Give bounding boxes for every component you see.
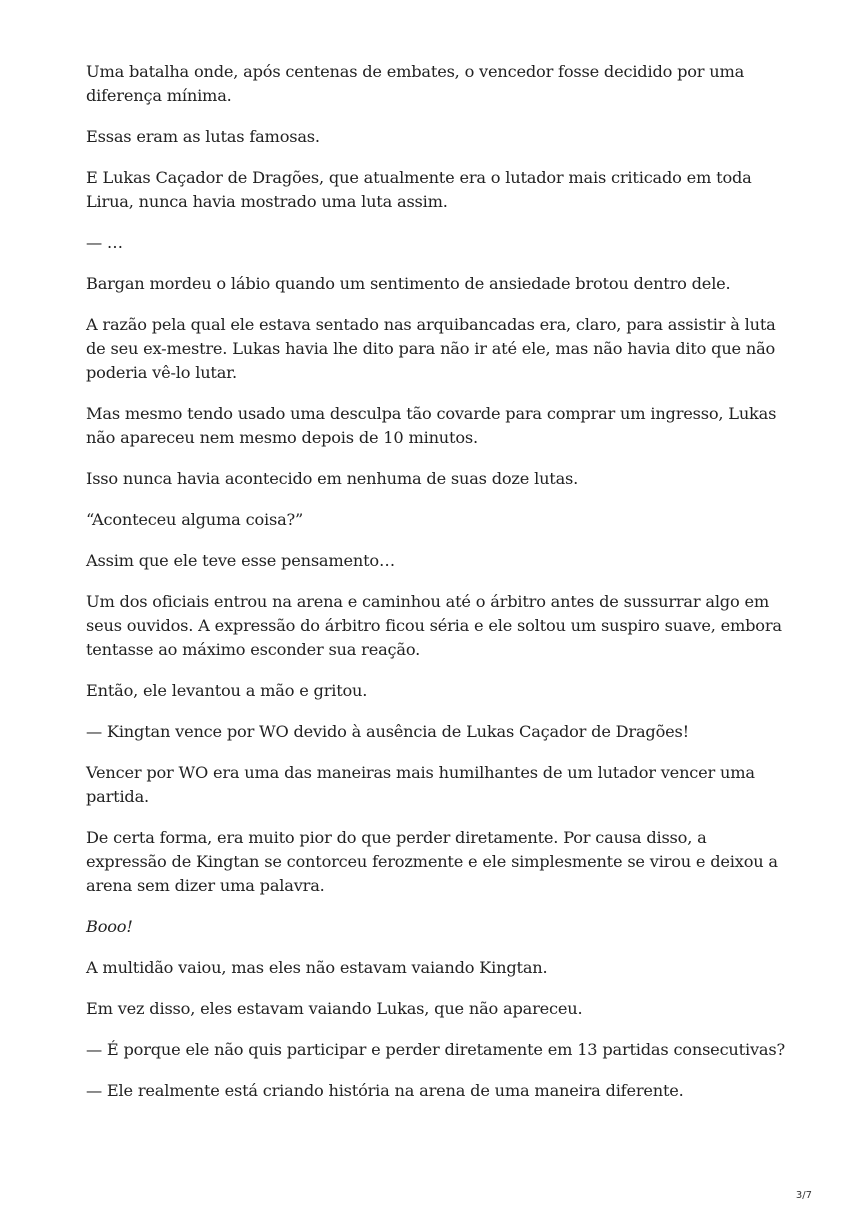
paragraph: A razão pela qual ele estava sentado nas arquibancadas era, claro, para assistir à luta de seu ex-mestre. Lukas havia lhe dito para não ir até ele, mas não havia dito que não poderia vê-lo lutar. (86, 315, 776, 382)
paragraph: Essas eram as lutas famosas. (86, 127, 320, 146)
paragraph: Isso nunca havia acontecido em nenhuma de suas doze lutas. (86, 469, 579, 488)
paragraph: Mas mesmo tendo usado uma desculpa tão covarde para comprar um ingresso, Lukas não apareceu nem mesmo depois de 10 minutos. (86, 404, 777, 447)
paragraph: Um dos oficiais entrou na arena e caminhou até o árbitro antes de sussurrar algo em seus ouvidos. A expressão do árbitro ficou séria e ele soltou um suspiro suave, embora tentasse ao máximo esconder sua reação. (86, 592, 782, 659)
document-body (86, 60, 786, 1120)
paragraph-italic: Booo! (86, 917, 133, 936)
paragraph: “Aconteceu alguma coisa?” (86, 510, 304, 529)
paragraph: — … (86, 233, 123, 252)
paragraph: Então, ele levantou a mão e gritou. (86, 681, 368, 700)
paragraph: — Ele realmente está criando história na arena de uma maneira diferente. (86, 1081, 684, 1100)
paragraph: — Kingtan vence por WO devido à ausência de Lukas Caçador de Dragões! (86, 722, 689, 741)
paragraph: Bargan mordeu o lábio quando um sentimento de ansiedade brotou dentro dele. (86, 274, 731, 293)
paragraph: Vencer por WO era uma das maneiras mais humilhantes de um lutador vencer uma partida. (86, 763, 755, 806)
page-number: 3/7 (795, 1190, 812, 1201)
paragraph: Em vez disso, eles estavam vaiando Lukas, que não apareceu. (86, 999, 583, 1018)
paragraph: Uma batalha onde, após centenas de embates, o vencedor fosse decidido por uma diferença mínima. (86, 62, 745, 105)
paragraph: Assim que ele teve esse pensamento… (86, 551, 395, 570)
paragraph: E Lukas Caçador de Dragões, que atualmente era o lutador mais criticado em toda Lirua, nunca havia mostrado uma luta assim. (86, 168, 752, 211)
paragraph: A multidão vaiou, mas eles não estavam vaiando Kingtan. (86, 958, 548, 977)
paragraph: — É porque ele não quis participar e perder diretamente em 13 partidas consecutivas? (86, 1040, 785, 1059)
paragraph: De certa forma, era muito pior do que perder diretamente. Por causa disso, a expressão de Kingtan se contorceu ferozmente e ele simplesmente se virou e deixou a arena sem dizer uma palavra. (86, 828, 778, 895)
